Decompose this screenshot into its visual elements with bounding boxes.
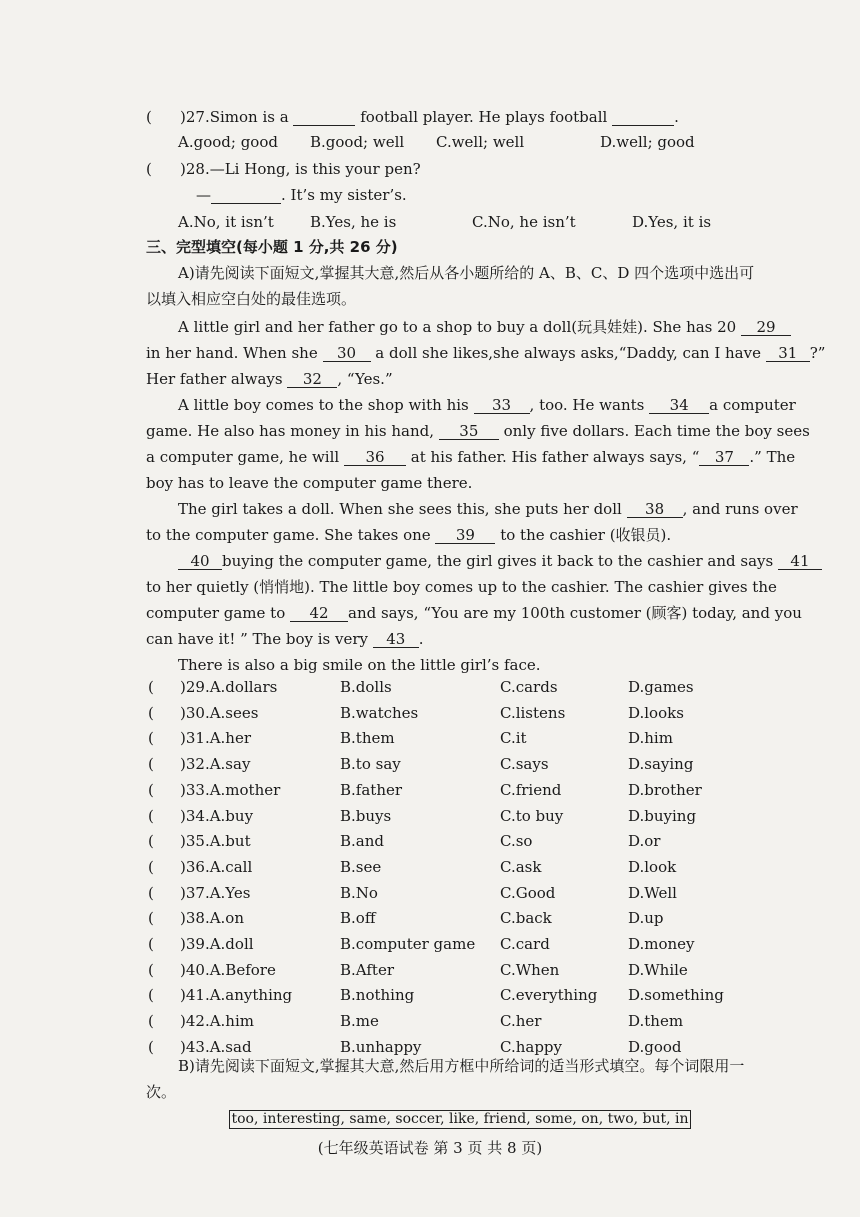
blank-43: 43 (373, 631, 419, 648)
blank-33: 33 (474, 397, 530, 414)
blank-37: 37 (699, 449, 749, 466)
option-a: )29.A.dollars (180, 678, 278, 696)
answer-paren: ( (148, 704, 154, 722)
option-a: )32.A.say (180, 755, 251, 773)
section-title: 三、完型填空(每小题 1 分,共 26 分) (146, 238, 398, 256)
answer-paren: ( (148, 935, 154, 953)
q28-option-c: C.No, he isn’t (472, 213, 576, 231)
blank-29: 29 (741, 319, 791, 336)
option-a: )31.A.her (180, 729, 252, 747)
option-c: C.Good (500, 884, 556, 902)
blank-34: 34 (649, 397, 709, 414)
answer-paren: ( (148, 832, 154, 850)
option-d: D.good (628, 1038, 682, 1056)
option-a: )30.A.sees (180, 704, 259, 722)
option-b: B.No (340, 884, 378, 902)
answer-paren: ( (148, 678, 154, 696)
passage-line: A little girl and her father go to a shop to buy a doll(玩具娃娃). She has 20 29 (178, 318, 791, 336)
option-b: B.father (340, 781, 403, 799)
blank-38: 38 (627, 501, 683, 518)
option-a: )40.A.Before (180, 961, 276, 979)
blank-39: 39 (435, 527, 495, 544)
option-a: )37.A.Yes (180, 884, 251, 902)
question-28-text: )28.—Li Hong, is this your pen? (180, 160, 421, 178)
option-c: C.her (500, 1012, 542, 1030)
passage-line: can have it! ” The boy is very 43 . (146, 630, 424, 648)
blank-35: 35 (439, 423, 499, 440)
part-a-instruction-2: 以填入相应空白处的最佳选项。 (146, 290, 357, 308)
blank-41: 41 (778, 553, 822, 570)
passage-line: Her father always 32 , “Yes.” (146, 370, 393, 388)
q28-option-d: D.Yes, it is (632, 213, 712, 231)
part-a-instruction-1: A)请先阅读下面短文,掌握其大意,然后从各小题所给的 A、B、C、D 四个选项中选出可 (178, 264, 755, 282)
answer-paren: ( (148, 909, 154, 927)
passage-line: computer game to 42 and says, “You are my 100th customer (顾客) today, and you (146, 604, 802, 622)
option-c: C.says (500, 755, 549, 773)
answer-paren: ( (148, 884, 154, 902)
option-d: D.or (628, 832, 661, 850)
option-d: D.saying (628, 755, 694, 773)
option-a: )43.A.sad (180, 1038, 252, 1056)
q28-option-a: A.No, it isn’t (178, 213, 274, 231)
q27-option-b: B.good; well (310, 133, 405, 151)
q27-option-a: A.good; good (178, 133, 278, 151)
q28-option-b: B.Yes, he is (310, 213, 397, 231)
option-c: C.When (500, 961, 560, 979)
answer-paren: ( (146, 108, 152, 126)
passage-line: There is also a big smile on the little girl’s face. (178, 656, 541, 674)
option-b: B.computer game (340, 935, 476, 953)
part-b-instruction-1: B)请先阅读下面短文,掌握其大意,然后用方框中所给词的适当形式填空。每个词限用一 (178, 1057, 745, 1075)
passage-line: game. He also has money in his hand, 35 only five dollars. Each time the boy sees (146, 422, 810, 440)
answer-paren: ( (148, 961, 154, 979)
option-c: C.ask (500, 858, 542, 876)
option-d: D.While (628, 961, 688, 979)
answer-paren: ( (148, 781, 154, 799)
option-b: B.unhappy (340, 1038, 422, 1056)
answer-paren: ( (148, 986, 154, 1004)
passage-line: in her hand. When she 30 a doll she likes,she always asks,“Daddy, can I have 31 ?” (146, 344, 826, 362)
question-27-text: )27.Simon is a football player. He plays football . (180, 108, 679, 126)
option-a: )33.A.mother (180, 781, 281, 799)
answer-paren: ( (148, 858, 154, 876)
option-c: C.to buy (500, 807, 564, 825)
option-c: C.everything (500, 986, 598, 1004)
option-c: C.listens (500, 704, 566, 722)
option-b: B.After (340, 961, 394, 979)
part-b-instruction-2: 次。 (146, 1083, 177, 1101)
blank-42: 42 (290, 605, 348, 622)
option-c: C.cards (500, 678, 558, 696)
option-d: D.games (628, 678, 694, 696)
answer-paren: ( (148, 1038, 154, 1056)
blank-30: 30 (323, 345, 371, 362)
option-a: )34.A.buy (180, 807, 254, 825)
blank (612, 109, 674, 126)
passage-line: a computer game, he will 36 at his father. His father always says, “ 37 .” The (146, 448, 796, 466)
answer-paren: ( (148, 1012, 154, 1030)
option-c: C.friend (500, 781, 562, 799)
option-b: B.nothing (340, 986, 415, 1004)
option-d: D.him (628, 729, 673, 747)
blank (293, 109, 355, 126)
option-d: D.something (628, 986, 724, 1004)
passage-line: The girl takes a doll. When she sees this, she puts her doll 38 , and runs over (178, 500, 798, 518)
q27-option-c: C.well; well (436, 133, 525, 151)
option-b: B.them (340, 729, 395, 747)
option-c: C.it (500, 729, 527, 747)
option-d: D.money (628, 935, 695, 953)
blank-31: 31 (766, 345, 810, 362)
blank-32: 32 (287, 371, 337, 388)
page-footer: (七年级英语试卷 第 3 页 共 8 页) (317, 1139, 543, 1157)
q27-option-d: D.well; good (600, 133, 695, 151)
option-b: B.buys (340, 807, 392, 825)
option-b: B.and (340, 832, 384, 850)
passage-line: to the computer game. She takes one 39 to the cashier (收银员). (146, 526, 672, 544)
option-c: C.happy (500, 1038, 562, 1056)
option-c: C.so (500, 832, 533, 850)
option-b: B.to say (340, 755, 401, 773)
option-c: C.back (500, 909, 552, 927)
option-b: B.see (340, 858, 382, 876)
option-d: D.looks (628, 704, 684, 722)
option-a: )38.A.on (180, 909, 244, 927)
option-a: )35.A.but (180, 832, 251, 850)
answer-paren: ( (148, 729, 154, 747)
passage-line: A little boy comes to the shop with his 33 , too. He wants 34 a computer (178, 396, 796, 414)
blank (211, 187, 281, 204)
option-c: C.card (500, 935, 550, 953)
option-b: B.me (340, 1012, 379, 1030)
question-28-reply: — . It’s my sister’s. (196, 186, 407, 204)
option-b: B.watches (340, 704, 419, 722)
option-b: B.dolls (340, 678, 392, 696)
option-a: )39.A.doll (180, 935, 254, 953)
passage-line: to her quietly (悄悄地). The little boy comes up to the cashier. The cashier gives the (146, 578, 777, 596)
passage-line: 40 buying the computer game, the girl gives it back to the cashier and says 41 (178, 552, 822, 570)
passage-line: boy has to leave the computer game there. (146, 474, 473, 492)
option-d: D.brother (628, 781, 702, 799)
option-a: )42.A.him (180, 1012, 254, 1030)
option-a: )41.A.anything (180, 986, 293, 1004)
answer-paren: ( (148, 755, 154, 773)
option-d: D.Well (628, 884, 677, 902)
answer-paren: ( (148, 807, 154, 825)
blank-40: 40 (178, 553, 222, 570)
option-a: )36.A.call (180, 858, 253, 876)
option-d: D.them (628, 1012, 684, 1030)
option-b: B.off (340, 909, 376, 927)
answer-paren: ( (146, 160, 152, 178)
option-d: D.look (628, 858, 677, 876)
word-box: too, interesting, same, soccer, like, friend, some, on, two, but, in (229, 1110, 691, 1129)
blank-36: 36 (344, 449, 406, 466)
option-d: D.buying (628, 807, 697, 825)
option-d: D.up (628, 909, 664, 927)
